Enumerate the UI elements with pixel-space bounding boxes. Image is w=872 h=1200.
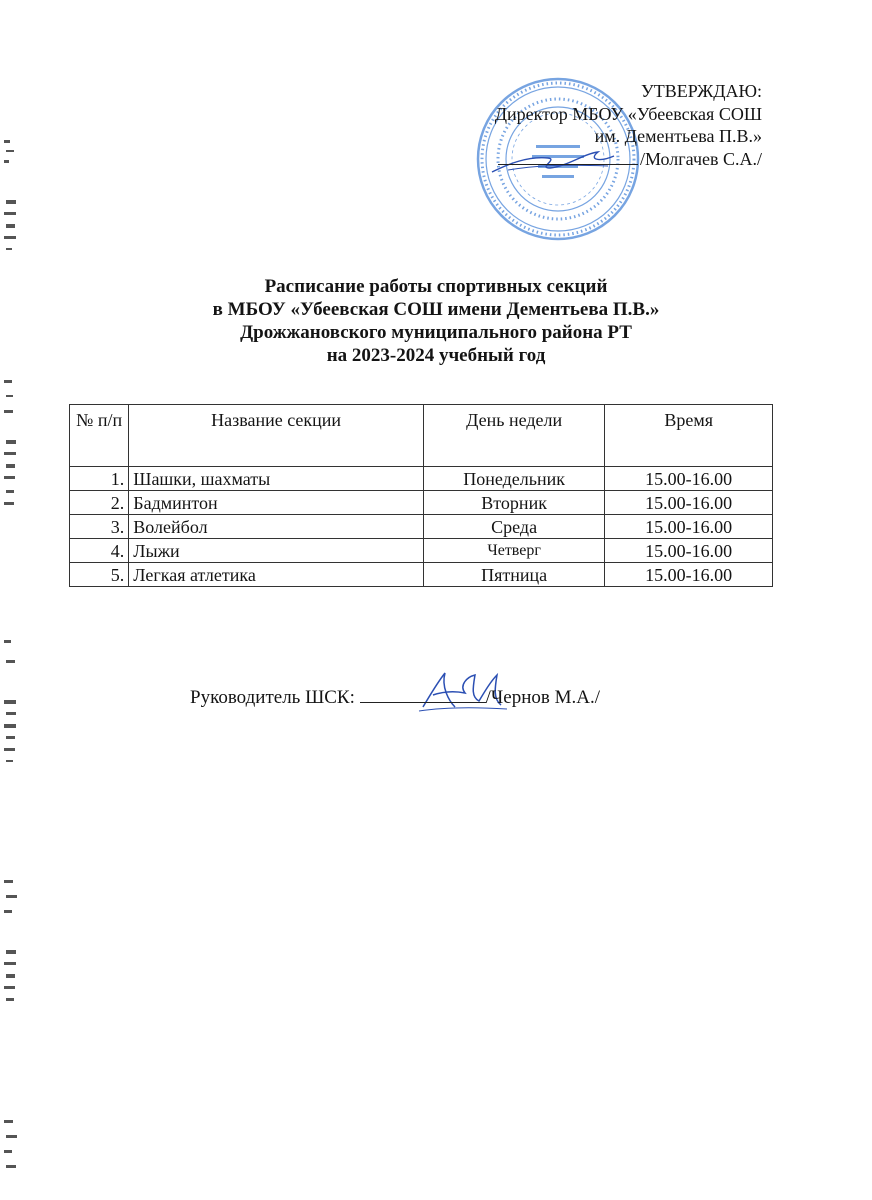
row-section-name: Шашки, шахматы [129,467,424,491]
header-weekday: День недели [423,405,604,467]
title-line-4: на 2023-2024 учебный год [326,345,546,366]
leader-signature-block [190,686,600,709]
title-line-2: в МБОУ «Убеевская СОШ имени Дементьева П.В.» [212,299,660,320]
header-time: Время [605,405,773,467]
leader-signature-line [360,686,486,703]
table-row [70,515,773,539]
row-number: 1. [70,467,129,491]
row-number: 4. [70,539,129,563]
row-weekday: Понедельник [423,467,604,491]
director-name: /Молгачев С.А./ [639,148,762,169]
title-line-1: Расписание работы спортивных секций [264,276,608,297]
row-weekday: Среда [423,515,604,539]
row-number: 3. [70,515,129,539]
leader-label: Руководитель ШСК: [190,687,355,708]
row-section-name: Лыжи [129,539,424,563]
header-section-name: Название секции [129,405,424,467]
header-number: № п/п [70,405,129,467]
table-row [70,563,773,587]
table-row [70,467,773,491]
row-section-name: Волейбол [129,515,424,539]
approval-block [495,80,762,170]
row-time: 15.00-16.00 [605,539,773,563]
table-header-row [70,405,773,467]
approval-signature-row [495,148,762,171]
row-time: 15.00-16.00 [605,491,773,515]
row-number: 5. [70,563,129,587]
approval-heading: УТВЕРЖДАЮ: [640,81,762,101]
table-row [70,539,773,563]
schedule-table [69,404,773,587]
document-title [100,275,772,367]
leader-name: /Чернов М.А./ [485,687,600,708]
approval-position-line2: им. Дементьева П.В.» [594,126,762,146]
row-section-name: Легкая атлетика [129,563,424,587]
director-signature-line [498,150,638,165]
row-weekday: Вторник [423,491,604,515]
row-time: 15.00-16.00 [605,467,773,491]
row-time: 15.00-16.00 [605,515,773,539]
binder-margin-marks [0,0,26,1200]
row-section-name: Бадминтон [129,491,424,515]
row-time: 15.00-16.00 [605,563,773,587]
title-line-3: Дрожжановского муниципального района РТ [240,322,632,343]
approval-position-line1: Директор МБОУ «Убеевская СОШ [494,103,762,124]
row-number: 2. [70,491,129,515]
row-weekday: Пятница [423,563,604,587]
table-row [70,491,773,515]
row-weekday: Четверг [423,539,604,563]
